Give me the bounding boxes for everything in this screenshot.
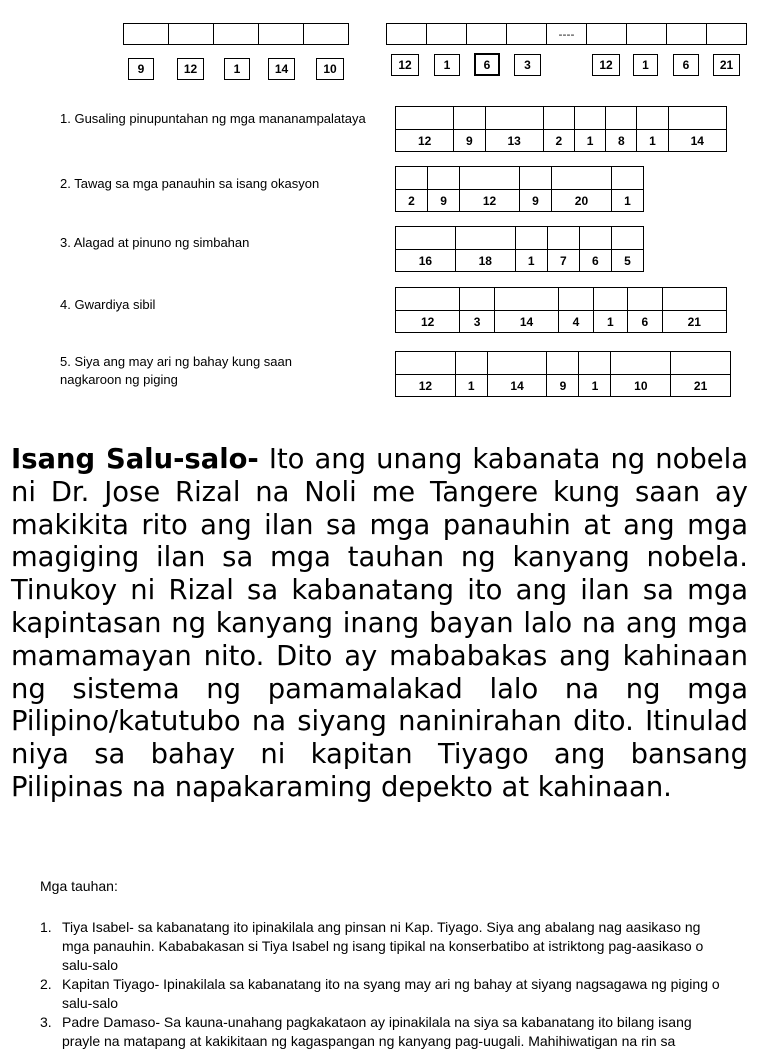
answer-cell[interactable] [494, 288, 558, 311]
number-cell: 1 [515, 250, 547, 272]
number-cell: 14 [487, 375, 547, 397]
answer-cell[interactable] [485, 107, 543, 130]
list-number: 3. [40, 1014, 52, 1030]
number-box: 10 [316, 58, 344, 80]
chapter-summary-text: Ito ang unang kabanata ng nobela ni Dr. Jose Rizal na Noli me Tangere kung saan ay makikita rito ang ilan sa mga panauhin at ang mga magiging ilan sa mga tauhan ng kanyang nobela. Tinukoy ni Rizal sa kabanatang ito ang ilan sa mga kapintasan ng kanyang inang bayan lalo na ang mga mamamayan nito. Dito ay mababakas ang kahinaan ng sistema ng pamamalakad lalo na ng mga Pilipino/katutubo na siyang naninirahan dito. Itinulad niya sa bahay ni kapitan Tiyago ang bansang Pilipinas na napakaraming depekto at kahinaan. [11, 444, 749, 803]
number-box: 3 [514, 54, 541, 76]
number-box: 12 [177, 58, 204, 80]
number-cell: 8 [606, 130, 637, 152]
answer-cell[interactable] [428, 167, 460, 190]
clue-grid [395, 226, 644, 272]
answer-cell [506, 23, 547, 45]
characters-heading: Mga tauhan: [40, 878, 118, 894]
dash-cell: ---- [546, 23, 587, 45]
list-item [40, 918, 730, 975]
number-cell: 1 [579, 375, 611, 397]
number-cell: 21 [662, 311, 726, 333]
answer-cell [706, 23, 747, 45]
clue-text: 2. Tawag sa mga panauhin sa isang okasyon [60, 176, 320, 191]
number-box: 6 [673, 54, 699, 76]
number-cell: 1 [593, 311, 627, 333]
answer-cell [258, 23, 304, 45]
chapter-summary [11, 444, 748, 805]
answer-cell [303, 23, 349, 45]
answer-cell[interactable] [559, 288, 593, 311]
answer-cell[interactable] [455, 352, 487, 375]
answer-cell[interactable] [396, 167, 428, 190]
number-cell: 12 [396, 375, 456, 397]
number-box: 21 [713, 54, 740, 76]
number-cell: 21 [671, 375, 731, 397]
number-cell: 10 [611, 375, 671, 397]
clue-grid [395, 166, 644, 212]
answer-cell[interactable] [515, 227, 547, 250]
number-cell: 3 [460, 311, 494, 333]
answer-cell[interactable] [611, 167, 643, 190]
chapter-title: Isang Salu-salo- [11, 444, 259, 475]
clue-grid [395, 351, 731, 397]
number-cell: 12 [396, 311, 460, 333]
answer-cell[interactable] [668, 107, 726, 130]
answer-cell[interactable] [606, 107, 637, 130]
list-text: Tiya Isabel- sa kabanatang ito ipinakilala ang pinsan ni Kap. Tiyago. Siya ang abalang nag aasikaso ng mga panauhin. Kababakasan si Tiya Isabel ng isang tipikal na konserbatibo at istriktong pag-aasikaso o salu-salo [62, 919, 704, 973]
answer-cell[interactable] [454, 107, 485, 130]
number-cell: 4 [559, 311, 593, 333]
list-number: 1. [40, 919, 52, 935]
clue-text: 1. Gusaling pinupuntahan ng mga mananampalataya [60, 111, 366, 126]
answer-row-left [123, 23, 349, 45]
answer-cell[interactable] [460, 288, 494, 311]
number-cell: 2 [543, 130, 574, 152]
answer-cell[interactable] [662, 288, 726, 311]
answer-cell[interactable] [396, 227, 456, 250]
number-box: 1 [633, 54, 658, 76]
number-box: 1 [434, 54, 460, 76]
number-box: 9 [128, 58, 154, 80]
number-cell: 12 [460, 190, 520, 212]
answer-cell[interactable] [547, 227, 579, 250]
answer-cell [626, 23, 667, 45]
list-item [40, 975, 730, 1013]
number-cell: 7 [547, 250, 579, 272]
answer-cell[interactable] [396, 352, 456, 375]
list-text: Kapitan Tiyago- Ipinakilala sa kabanatang ito na syang may ari ng bahay at siyang nagsagawa ng piging o salu-salo [62, 976, 720, 1011]
answer-cell[interactable] [611, 227, 643, 250]
answer-cell[interactable] [547, 352, 579, 375]
answer-cell[interactable] [543, 107, 574, 130]
clue-text: 5. Siya ang may ari ng bahay kung saan nagkaroon ng piging [60, 354, 292, 387]
answer-cell[interactable] [519, 167, 551, 190]
answer-cell[interactable] [671, 352, 731, 375]
number-box: 12 [592, 54, 620, 76]
answer-cell[interactable] [628, 288, 662, 311]
clue-text: 4. Gwardiya sibil [60, 297, 156, 312]
clue-grid [395, 287, 727, 333]
answer-cell[interactable] [637, 107, 668, 130]
answer-cell [123, 23, 169, 45]
number-cell: 14 [668, 130, 726, 152]
number-box: 6 [474, 53, 500, 76]
answer-cell [168, 23, 214, 45]
answer-cell [426, 23, 467, 45]
characters-list [40, 918, 730, 1051]
answer-cell[interactable] [460, 167, 520, 190]
answer-cell [466, 23, 507, 45]
number-cell: 1 [455, 375, 487, 397]
number-cell: 2 [396, 190, 428, 212]
number-cell: 12 [396, 130, 454, 152]
answer-cell [666, 23, 707, 45]
answer-cell[interactable] [579, 227, 611, 250]
answer-cell[interactable] [575, 107, 606, 130]
number-cell: 6 [579, 250, 611, 272]
clue-grid [395, 106, 727, 152]
number-cell: 6 [628, 311, 662, 333]
number-cell: 9 [519, 190, 551, 212]
answer-row-right [386, 23, 747, 45]
number-cell: 5 [611, 250, 643, 272]
number-box: 1 [224, 58, 250, 80]
list-text: Padre Damaso- Sa kauna-unahang pagkakataon ay ipinakilala na siya sa kabanatang ito bilang isang prayle na matapang at kakikitaan ng kagaspangan ng kanyang pag-uugali. Mahihiwatigan na rin sa [62, 1014, 692, 1049]
answer-cell[interactable] [396, 107, 454, 130]
number-cell: 1 [637, 130, 668, 152]
number-cell: 1 [575, 130, 606, 152]
answer-cell[interactable] [611, 352, 671, 375]
answer-cell[interactable] [455, 227, 515, 250]
list-number: 2. [40, 976, 52, 992]
answer-cell [213, 23, 259, 45]
number-cell: 20 [552, 190, 612, 212]
answer-cell[interactable] [487, 352, 547, 375]
number-cell: 14 [494, 311, 558, 333]
number-cell: 9 [547, 375, 579, 397]
number-box: 14 [268, 58, 295, 80]
number-box: 12 [391, 54, 419, 76]
number-cell: 18 [455, 250, 515, 272]
answer-cell[interactable] [396, 288, 460, 311]
number-cell: 13 [485, 130, 543, 152]
number-cell: 9 [454, 130, 485, 152]
list-item [40, 1013, 730, 1051]
answer-cell[interactable] [579, 352, 611, 375]
number-cell: 16 [396, 250, 456, 272]
answer-cell [386, 23, 427, 45]
answer-cell[interactable] [552, 167, 612, 190]
answer-cell [586, 23, 627, 45]
clue-text: 3. Alagad at pinuno ng simbahan [60, 235, 250, 250]
number-cell: 1 [611, 190, 643, 212]
number-cell: 9 [428, 190, 460, 212]
answer-cell[interactable] [593, 288, 627, 311]
